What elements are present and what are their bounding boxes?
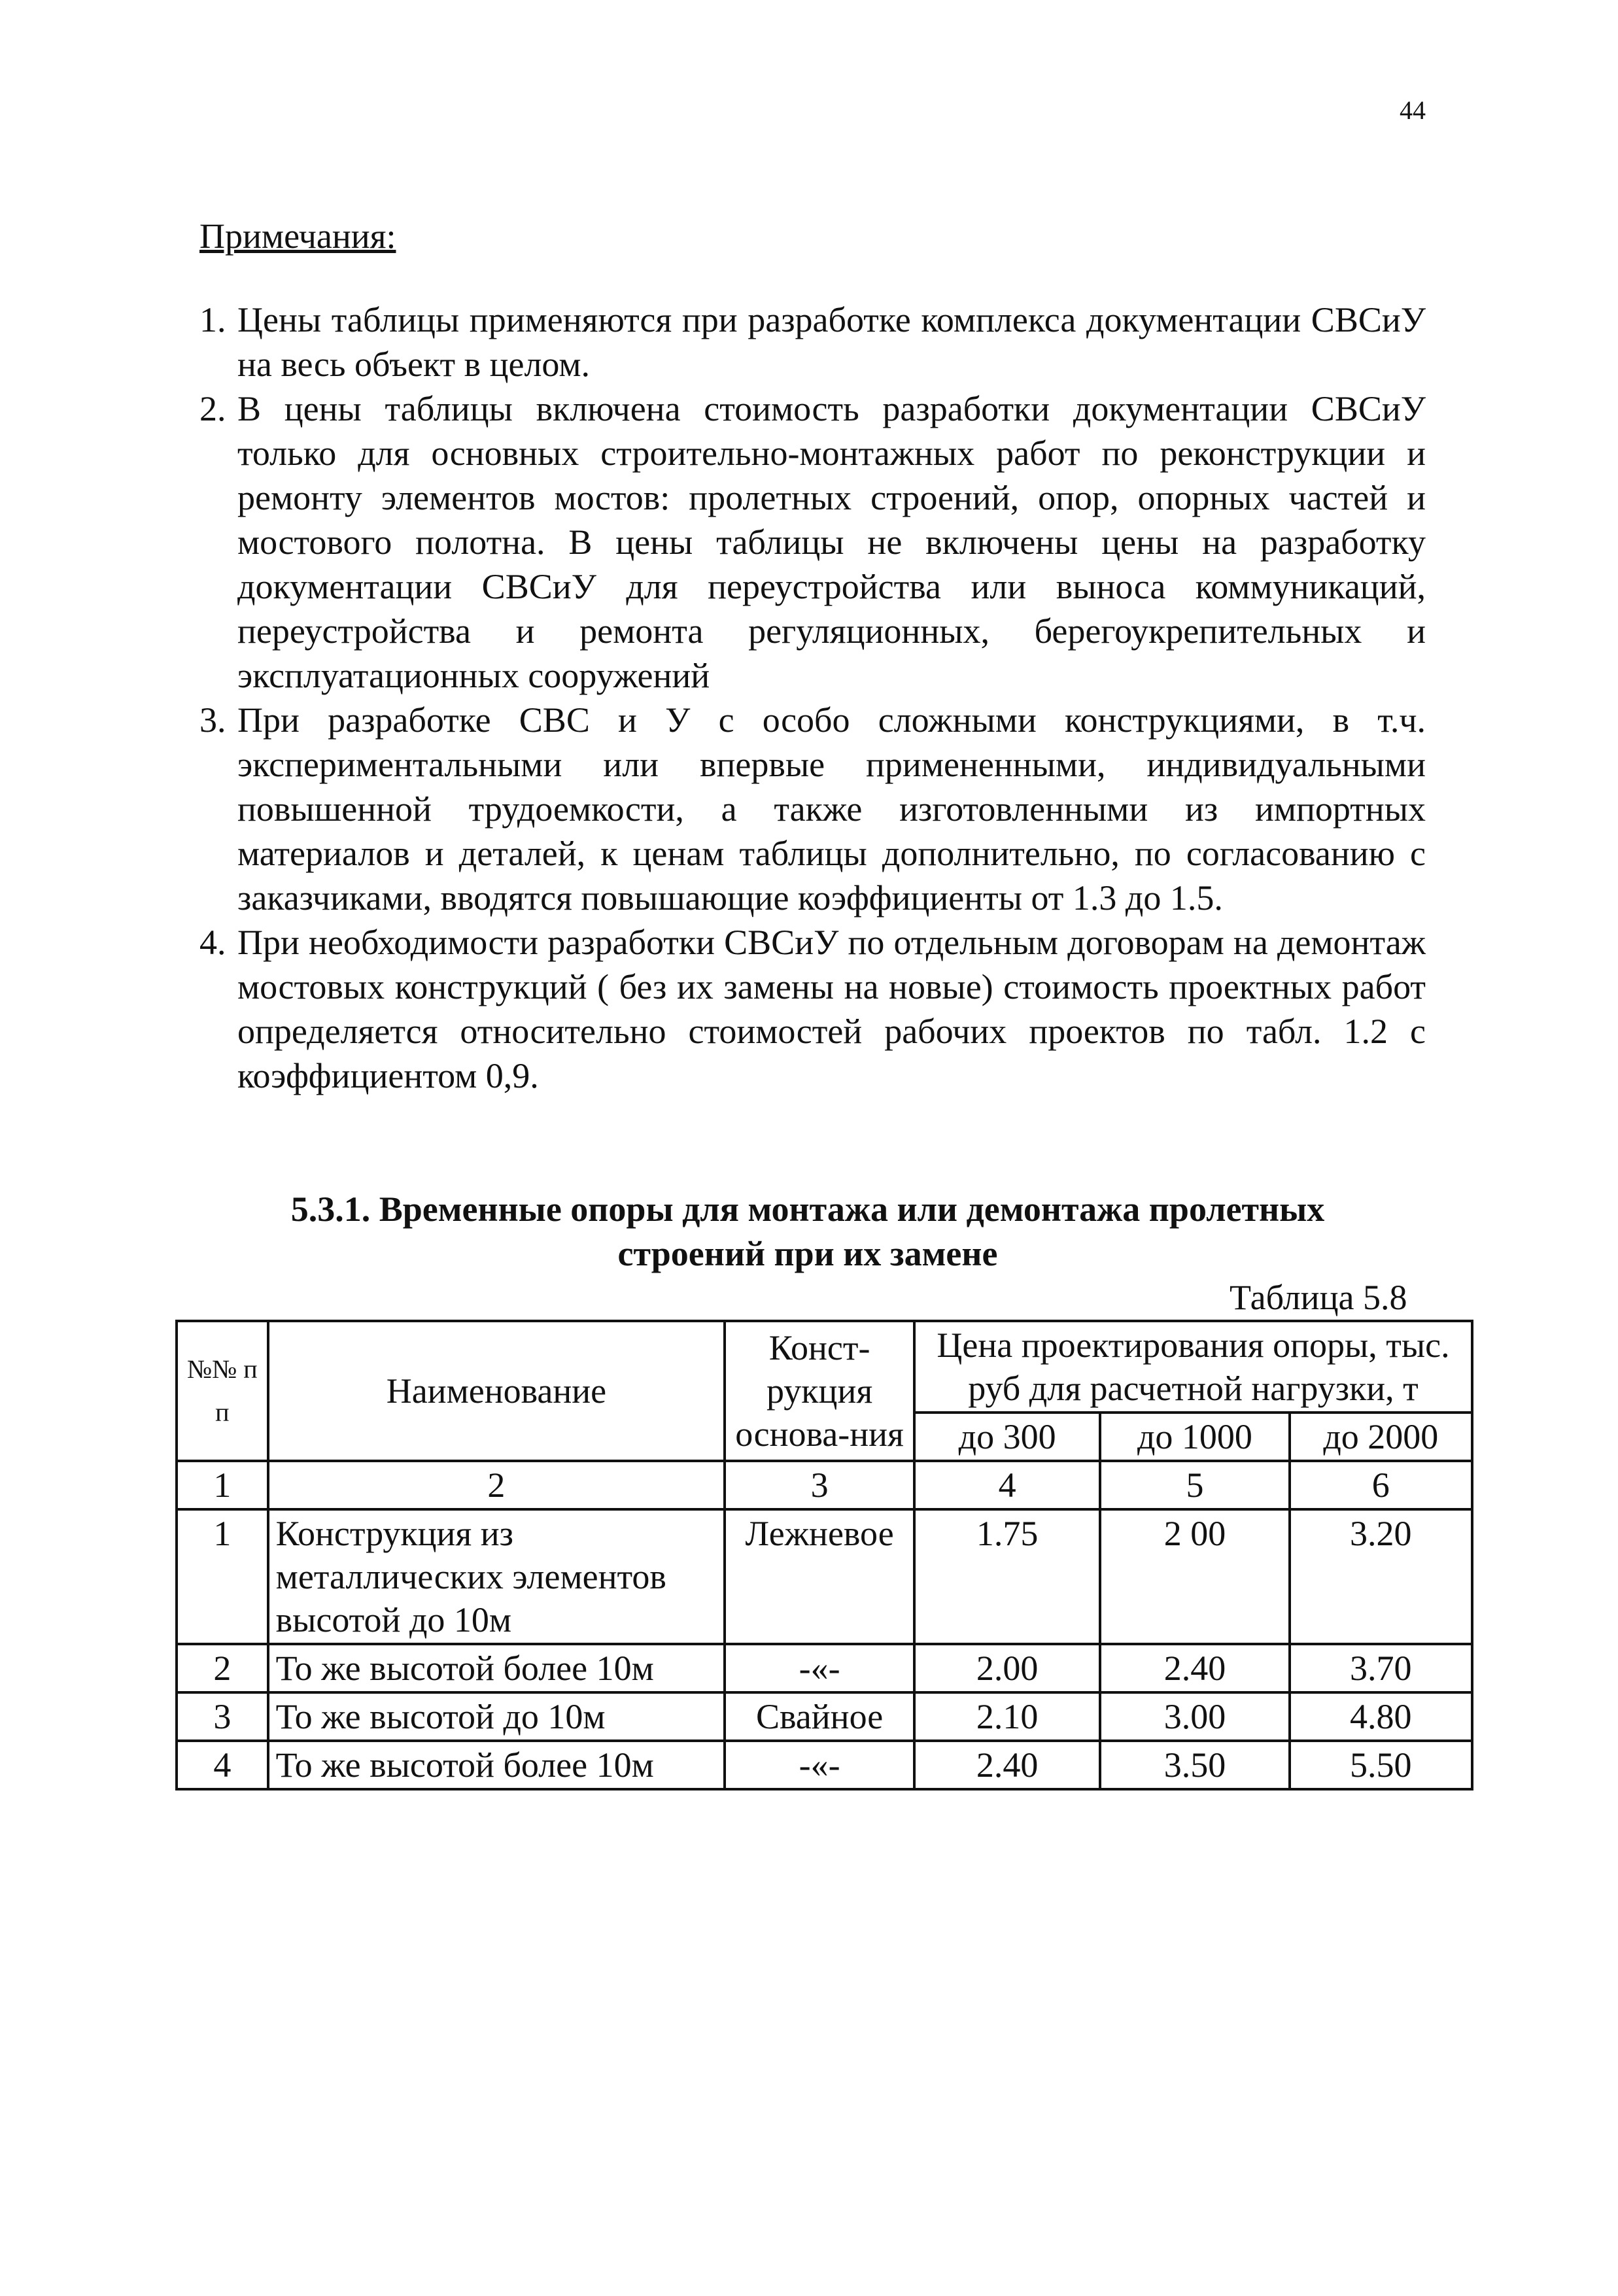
header-load-2000: до 2000 <box>1290 1413 1472 1461</box>
row-price-1000: 2.40 <box>1100 1644 1289 1692</box>
table-row <box>177 1692 1472 1741</box>
note-item <box>199 920 1426 1098</box>
section-title-line-2: строений при их замене <box>617 1234 998 1273</box>
header-construction: Конст-рукция основа-ния <box>725 1321 914 1461</box>
note-text: Цены таблицы применяются при разработке комплекса документации СВСиУ на весь объект в целом. <box>237 300 1426 384</box>
notes-list <box>199 298 1426 1098</box>
row-number: 2 <box>177 1644 268 1692</box>
row-name: То же высотой до 10м <box>268 1692 725 1741</box>
note-text: При необходимости разработки СВСиУ по отдельным договорам на демонтаж мостовых конструкций ( без их замены на новые) стоимость проектных работ определяется относительно стоимостей рабочих проектов по табл. 1.2 с коэффициентом 0,9. <box>237 923 1426 1095</box>
table-row <box>177 1509 1472 1644</box>
note-number: 2. <box>199 389 226 428</box>
note-number: 1. <box>199 300 226 339</box>
header-price-group: Цена проектирования опоры, тыс. руб для расчетной нагрузки, т <box>914 1321 1472 1413</box>
row-price-2000: 3.70 <box>1290 1644 1472 1692</box>
row-construction: Лежневое <box>725 1509 914 1644</box>
row-price-1000: 2 00 <box>1100 1509 1289 1644</box>
row-price-300: 2.10 <box>914 1692 1100 1741</box>
column-number: 3 <box>725 1461 914 1509</box>
row-name: То же высотой более 10м <box>268 1741 725 1789</box>
row-number: 1 <box>177 1509 268 1644</box>
row-construction: -«- <box>725 1644 914 1692</box>
section-title-line-1: 5.3.1. Временные опоры для монтажа или демонтажа пролетных <box>290 1190 1325 1229</box>
note-number: 3. <box>199 700 226 740</box>
column-number: 5 <box>1100 1461 1289 1509</box>
note-item <box>199 698 1426 920</box>
row-price-1000: 3.00 <box>1100 1692 1289 1741</box>
row-price-1000: 3.50 <box>1100 1741 1289 1789</box>
row-construction: -«- <box>725 1741 914 1789</box>
row-number: 4 <box>177 1741 268 1789</box>
header-load-1000: до 1000 <box>1100 1413 1289 1461</box>
notes-heading: Примечания: <box>199 216 396 256</box>
table-header-row <box>177 1321 1472 1413</box>
header-number: №№ п п <box>177 1321 268 1461</box>
header-load-300: до 300 <box>914 1413 1100 1461</box>
row-price-300: 2.00 <box>914 1644 1100 1692</box>
row-name: То же высотой более 10м <box>268 1644 725 1692</box>
column-number: 1 <box>177 1461 268 1509</box>
table-row <box>177 1741 1472 1789</box>
column-number: 6 <box>1290 1461 1472 1509</box>
price-table <box>175 1320 1473 1791</box>
table-caption: Таблица 5.8 <box>1230 1278 1407 1317</box>
row-price-2000: 5.50 <box>1290 1741 1472 1789</box>
row-construction: Свайное <box>725 1692 914 1741</box>
note-text: При разработке СВС и У с особо сложными конструкциями, в т.ч. экспериментальными или впервые примененными, индивидуальными повышенной трудоемкости, а также изготовленными из импортных материалов и деталей, к ценам таблицы дополнительно, по согласованию с заказчиками, вводятся повышающие коэффициенты от 1.3 до 1.5. <box>237 700 1426 917</box>
note-number: 4. <box>199 923 226 962</box>
note-text: В цены таблицы включена стоимость разработки документации СВСиУ только для основных строительно-монтажных работ по реконструкции и ремонту элементов мостов: пролетных строений, опор, опорных частей и мостового полотна. В цены таблицы не включены цены на разработку документации СВСиУ для переустройства или выноса коммуникаций, переустройства и ремонта регуляционных, берегоукрепительных и эксплуатационных сооружений <box>237 389 1426 695</box>
page-number: 44 <box>1400 95 1426 125</box>
row-name: Конструкция из металлических элементов высотой до 10м <box>268 1509 725 1644</box>
row-price-300: 2.40 <box>914 1741 1100 1789</box>
column-number-row <box>177 1461 1472 1509</box>
row-price-2000: 4.80 <box>1290 1692 1472 1741</box>
note-item <box>199 298 1426 386</box>
row-number: 3 <box>177 1692 268 1741</box>
table-row <box>177 1644 1472 1692</box>
row-price-2000: 3.20 <box>1290 1509 1472 1644</box>
note-item <box>199 386 1426 698</box>
row-price-300: 1.75 <box>914 1509 1100 1644</box>
column-number: 2 <box>268 1461 725 1509</box>
column-number: 4 <box>914 1461 1100 1509</box>
header-name: Наименование <box>268 1321 725 1461</box>
section-title <box>157 1187 1458 1276</box>
